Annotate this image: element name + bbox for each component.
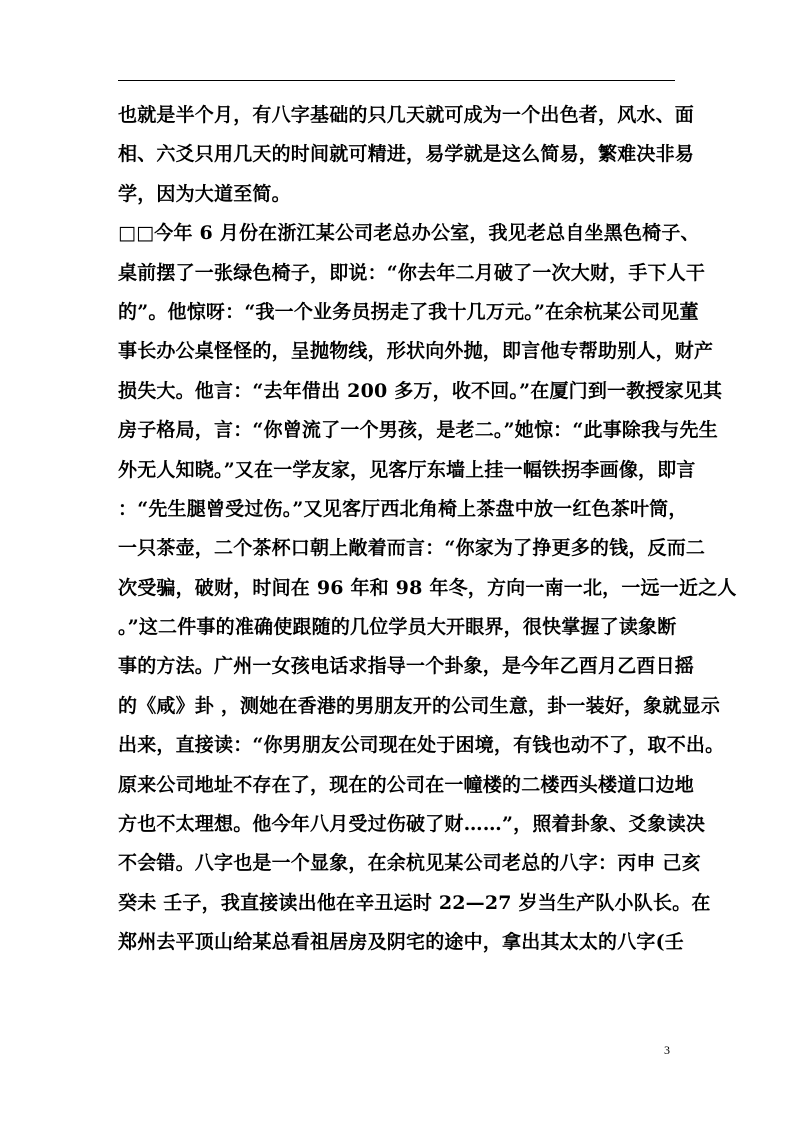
text-line: ：“先生腿曾受过伤。”又见客厅西北角椅上茶盘中放一红色茶叶筒， bbox=[118, 497, 688, 520]
text-line: □□今年 6 月份在浙江某公司老总办公室，我见老总自坐黑色椅子、 bbox=[118, 222, 700, 245]
text-line: 方也不太理想。他今年八月受过伤破了财……”，照着卦象、爻象读决 bbox=[118, 813, 706, 836]
text-line: 损失大。他言：“去年借出 200 多万，收不回。”在厦门到一教授家见其 bbox=[118, 379, 723, 402]
text-line: 外无人知晓。”又在一学友家，见客厅东墙上挂一幅铁拐李画像，即言 bbox=[118, 458, 696, 481]
body-text bbox=[118, 96, 737, 963]
text-line: 次受骗，破财，时间在 96 年和 98 年冬，方向一南一北，一远一近之人 bbox=[118, 576, 737, 599]
text-line: 。”这二件事的准确使跟随的几位学员大开眼界，很快掌握了读象断 bbox=[118, 616, 677, 639]
text-line: 不会错。八字也是一个显象，在余杭见某公司老总的八字：丙申 己亥 bbox=[118, 852, 701, 875]
text-line: 事长办公桌怪怪的，呈抛物线，形状向外抛，即言他专帮助别人，财产 bbox=[118, 340, 714, 363]
text-line: 的《咸》卦 ，测她在香港的男朋友开的公司生意，卦一装好，象就显示 bbox=[118, 694, 721, 717]
text-line: 一只茶壶，二个茶杯口朝上敞着而言：“你家为了挣更多的钱，反而二 bbox=[118, 537, 706, 560]
text-line: 也就是半个月，有八字基础的只几天就可成为一个出色者，风水、面 bbox=[118, 104, 695, 126]
text-line: 癸未 壬子，我直接读出他在辛丑运时 22—27 岁当生产队小队长。在 bbox=[118, 891, 711, 914]
text-line: 的”。他惊呀：“我一个业务员拐走了我十几万元。”在余杭某公司见董 bbox=[118, 300, 699, 323]
page-number: 3 bbox=[664, 1043, 670, 1057]
text-line: 原来公司地址不存在了，现在的公司在一幢楼的二楼西头楼道口边地 bbox=[118, 773, 695, 796]
text-line: 房子格局，言：“你曾流了一个男孩，是老二。”她惊：“此事除我与先生 bbox=[118, 419, 718, 442]
text-line: 桌前摆了一张绿色椅子，即说：“你去年二月破了一次大财，手下人干 bbox=[118, 261, 706, 284]
header-rule bbox=[118, 80, 675, 81]
text-line: 事的方法。广州一女孩电话求指导一个卦象，是今年乙酉月乙酉日摇 bbox=[118, 655, 695, 678]
text-line: 郑州去平顶山给某总看祖居房及阴宅的途中，拿出其太太的八字(壬 bbox=[118, 931, 684, 954]
text-line: 学，因为大道至简。 bbox=[118, 182, 291, 205]
text-line: 相、六爻只用几天的时间就可精进，易学就是这么简易，繁难决非易 bbox=[118, 143, 695, 166]
text-line: 出来，直接读：“你男朋友公司现在处于困境，有钱也动不了，取不出。 bbox=[118, 734, 725, 757]
